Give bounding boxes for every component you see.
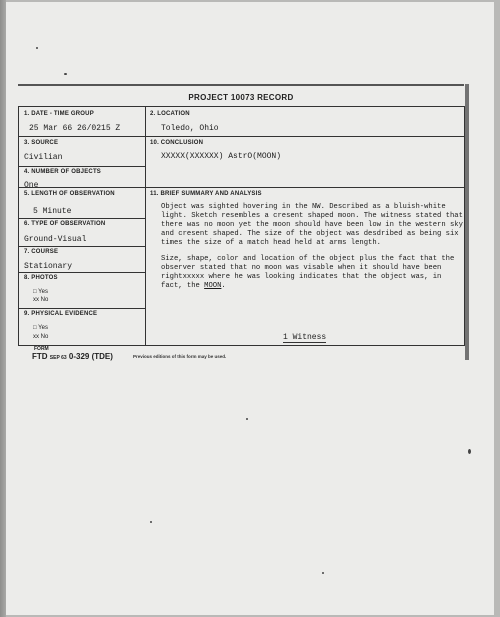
row-divider <box>19 136 465 137</box>
witness-count: 1 Witness <box>283 333 327 342</box>
summary-paragraph-2-end: . <box>221 282 226 290</box>
length-of-observation-value: 5 Minute <box>33 207 72 216</box>
scan-speck <box>322 572 324 574</box>
date-time-group-label: 1. DATE - TIME GROUP <box>24 111 94 117</box>
footer-form-date: SEP 63 <box>49 355 67 361</box>
row-divider <box>19 272 145 273</box>
footer-form-prefix: FTD <box>32 352 48 361</box>
type-of-observation-value: Ground-Visual <box>24 235 87 244</box>
source-value: Civilian <box>24 153 63 162</box>
summary-paragraph-2 <box>161 255 466 291</box>
length-of-observation-label: 5. LENGTH OF OBSERVATION <box>24 191 115 197</box>
footer-form-number <box>32 352 113 361</box>
physical-evidence-label: 9. PHYSICAL EVIDENCE <box>24 311 98 317</box>
photos-no-checkbox[interactable]: xx No <box>33 297 49 303</box>
conclusion-label: 10. CONCLUSION <box>150 140 204 146</box>
header-rule <box>18 84 464 86</box>
physical-evidence-no-checkbox[interactable]: xx No <box>33 334 49 340</box>
physical-evidence-yes-checkbox[interactable]: □ Yes <box>33 325 48 331</box>
number-of-objects-value: One <box>24 181 39 190</box>
scan-speck <box>36 47 38 49</box>
summary-paragraph-2-text: Size, shape, color and location of the object plus the fact that the observer stated that no moon was visable when it should have been rightxxxxx where he was looking indicates that the object was, in fact, the <box>161 255 455 290</box>
scan-speck <box>468 449 471 454</box>
course-label: 7. COURSE <box>24 249 59 255</box>
record-form <box>18 106 465 346</box>
course-value: Stationary <box>24 262 73 271</box>
summary-conclusion-word: MOON <box>204 282 222 290</box>
photos-yes-checkbox[interactable]: □ Yes <box>33 289 48 295</box>
row-divider <box>19 218 145 219</box>
summary-label: 11. BRIEF SUMMARY AND ANALYSIS <box>150 191 262 197</box>
page-title: PROJECT 10073 RECORD <box>188 93 294 102</box>
scan-speck <box>150 521 152 523</box>
date-time-group-value: 25 Mar 66 26/0215 Z <box>29 124 121 133</box>
source-label: 3. SOURCE <box>24 140 59 146</box>
scan-speck <box>64 73 67 75</box>
photos-label: 8. PHOTOS <box>24 275 58 281</box>
scan-speck <box>246 418 248 420</box>
footer-note: Previous editions of this form may be used. <box>133 354 227 359</box>
summary-text <box>161 203 466 291</box>
row-divider <box>19 308 145 309</box>
conclusion-value: XXXXX(XXXXXX) AstrO(MOON) <box>161 152 282 161</box>
row-divider <box>19 246 145 247</box>
type-of-observation-label: 6. TYPE OF OBSERVATION <box>24 221 106 227</box>
summary-paragraph-1: Object was sighted hovering in the NW. Described as a bluish-white light. Sketch resembles a cresent shaped moon. The witness stated that there was no moon yet the moon should have been low in the western sky and cresent shaped. The size of the object was desdribed as being six times the size of a match head held at arms length. <box>161 203 463 247</box>
row-divider <box>19 187 465 188</box>
location-label: 2. LOCATION <box>150 111 190 117</box>
number-of-objects-label: 4. NUMBER OF OBJECTS <box>24 169 102 175</box>
footer-form-code: 0-329 (TDE) <box>68 352 113 361</box>
row-divider <box>19 166 145 167</box>
footer-form-label: FORM <box>34 346 49 352</box>
location-value: Toledo, Ohio <box>161 124 219 133</box>
column-divider <box>145 107 146 345</box>
